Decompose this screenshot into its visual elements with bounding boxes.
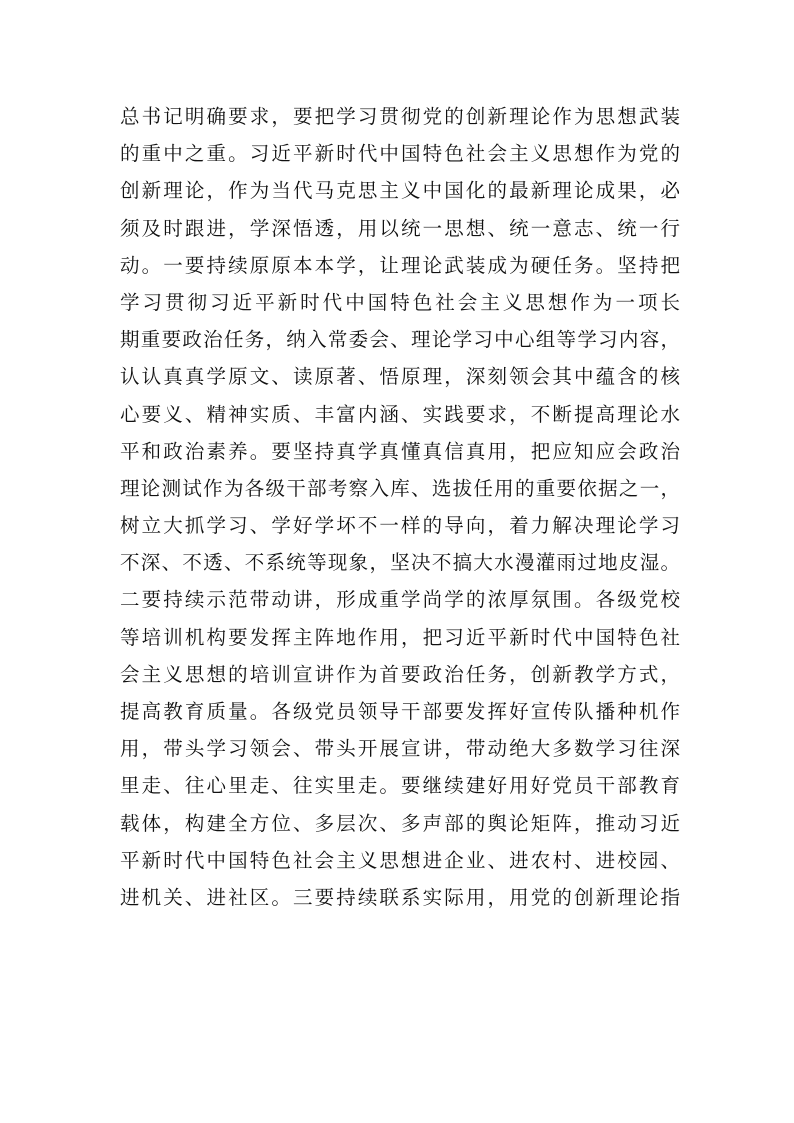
text-line: 理论测试作为各级干部考察入库、选拔任用的重要依据之一， [120, 476, 680, 500]
text-line: 认认真真学原文、读原著、悟原理，深刻领会其中蕴含的核 [120, 365, 680, 389]
text-line: 心要义、精神实质、丰富内涵、实践要求，不断提高理论水 [120, 402, 680, 426]
text-line: 载体，构建全方位、多层次、多声部的舆论矩阵，推动习近 [120, 811, 680, 835]
text-line: 里走、往心里走、往实里走。要继续建好用好党员干部教育 [120, 774, 680, 798]
text-line: 期重要政治任务，纳入常委会、理论学习中心组等学习内容， [120, 328, 680, 352]
text-line: 进机关、进社区。三要持续联系实际用，用党的创新理论指 [120, 885, 680, 909]
text-line: 的重中之重。习近平新时代中国特色社会主义思想作为党的 [120, 142, 680, 166]
text-line: 平新时代中国特色社会主义思想进企业、进农村、进校园、 [120, 848, 680, 872]
text-line: 用，带头学习领会、带头开展宣讲，带动绝大多数学习往深 [120, 737, 680, 761]
text-line: 学习贯彻习近平新时代中国特色社会主义思想作为一项长 [120, 290, 680, 314]
text-line: 二要持续示范带动讲，形成重学尚学的浓厚氛围。各级党校 [120, 588, 680, 612]
text-line: 不深、不透、不系统等现象，坚决不搞大水漫灌雨过地皮湿。 [120, 551, 680, 575]
text-line: 等培训机构要发挥主阵地作用，把习近平新时代中国特色社 [120, 625, 680, 649]
text-line: 动。一要持续原原本本学，让理论武装成为硬任务。坚持把 [120, 253, 680, 277]
text-line: 须及时跟进，学深悟透，用以统一思想、统一意志、统一行 [120, 216, 680, 240]
body-text [120, 98, 680, 916]
text-line: 平和政治素养。要坚持真学真懂真信真用，把应知应会政治 [120, 439, 680, 463]
text-line: 提高教育质量。各级党员领导干部要发挥好宣传队播种机作 [120, 700, 680, 723]
text-line: 会主义思想的培训宣讲作为首要政治任务，创新教学方式， [120, 662, 680, 686]
text-line: 树立大抓学习、学好学坏不一样的导向，着力解决理论学习 [120, 514, 680, 538]
text-line: 总书记明确要求，要把学习贯彻党的创新理论作为思想武装 [120, 105, 680, 128]
text-line: 创新理论，作为当代马克思主义中国化的最新理论成果，必 [120, 179, 680, 203]
